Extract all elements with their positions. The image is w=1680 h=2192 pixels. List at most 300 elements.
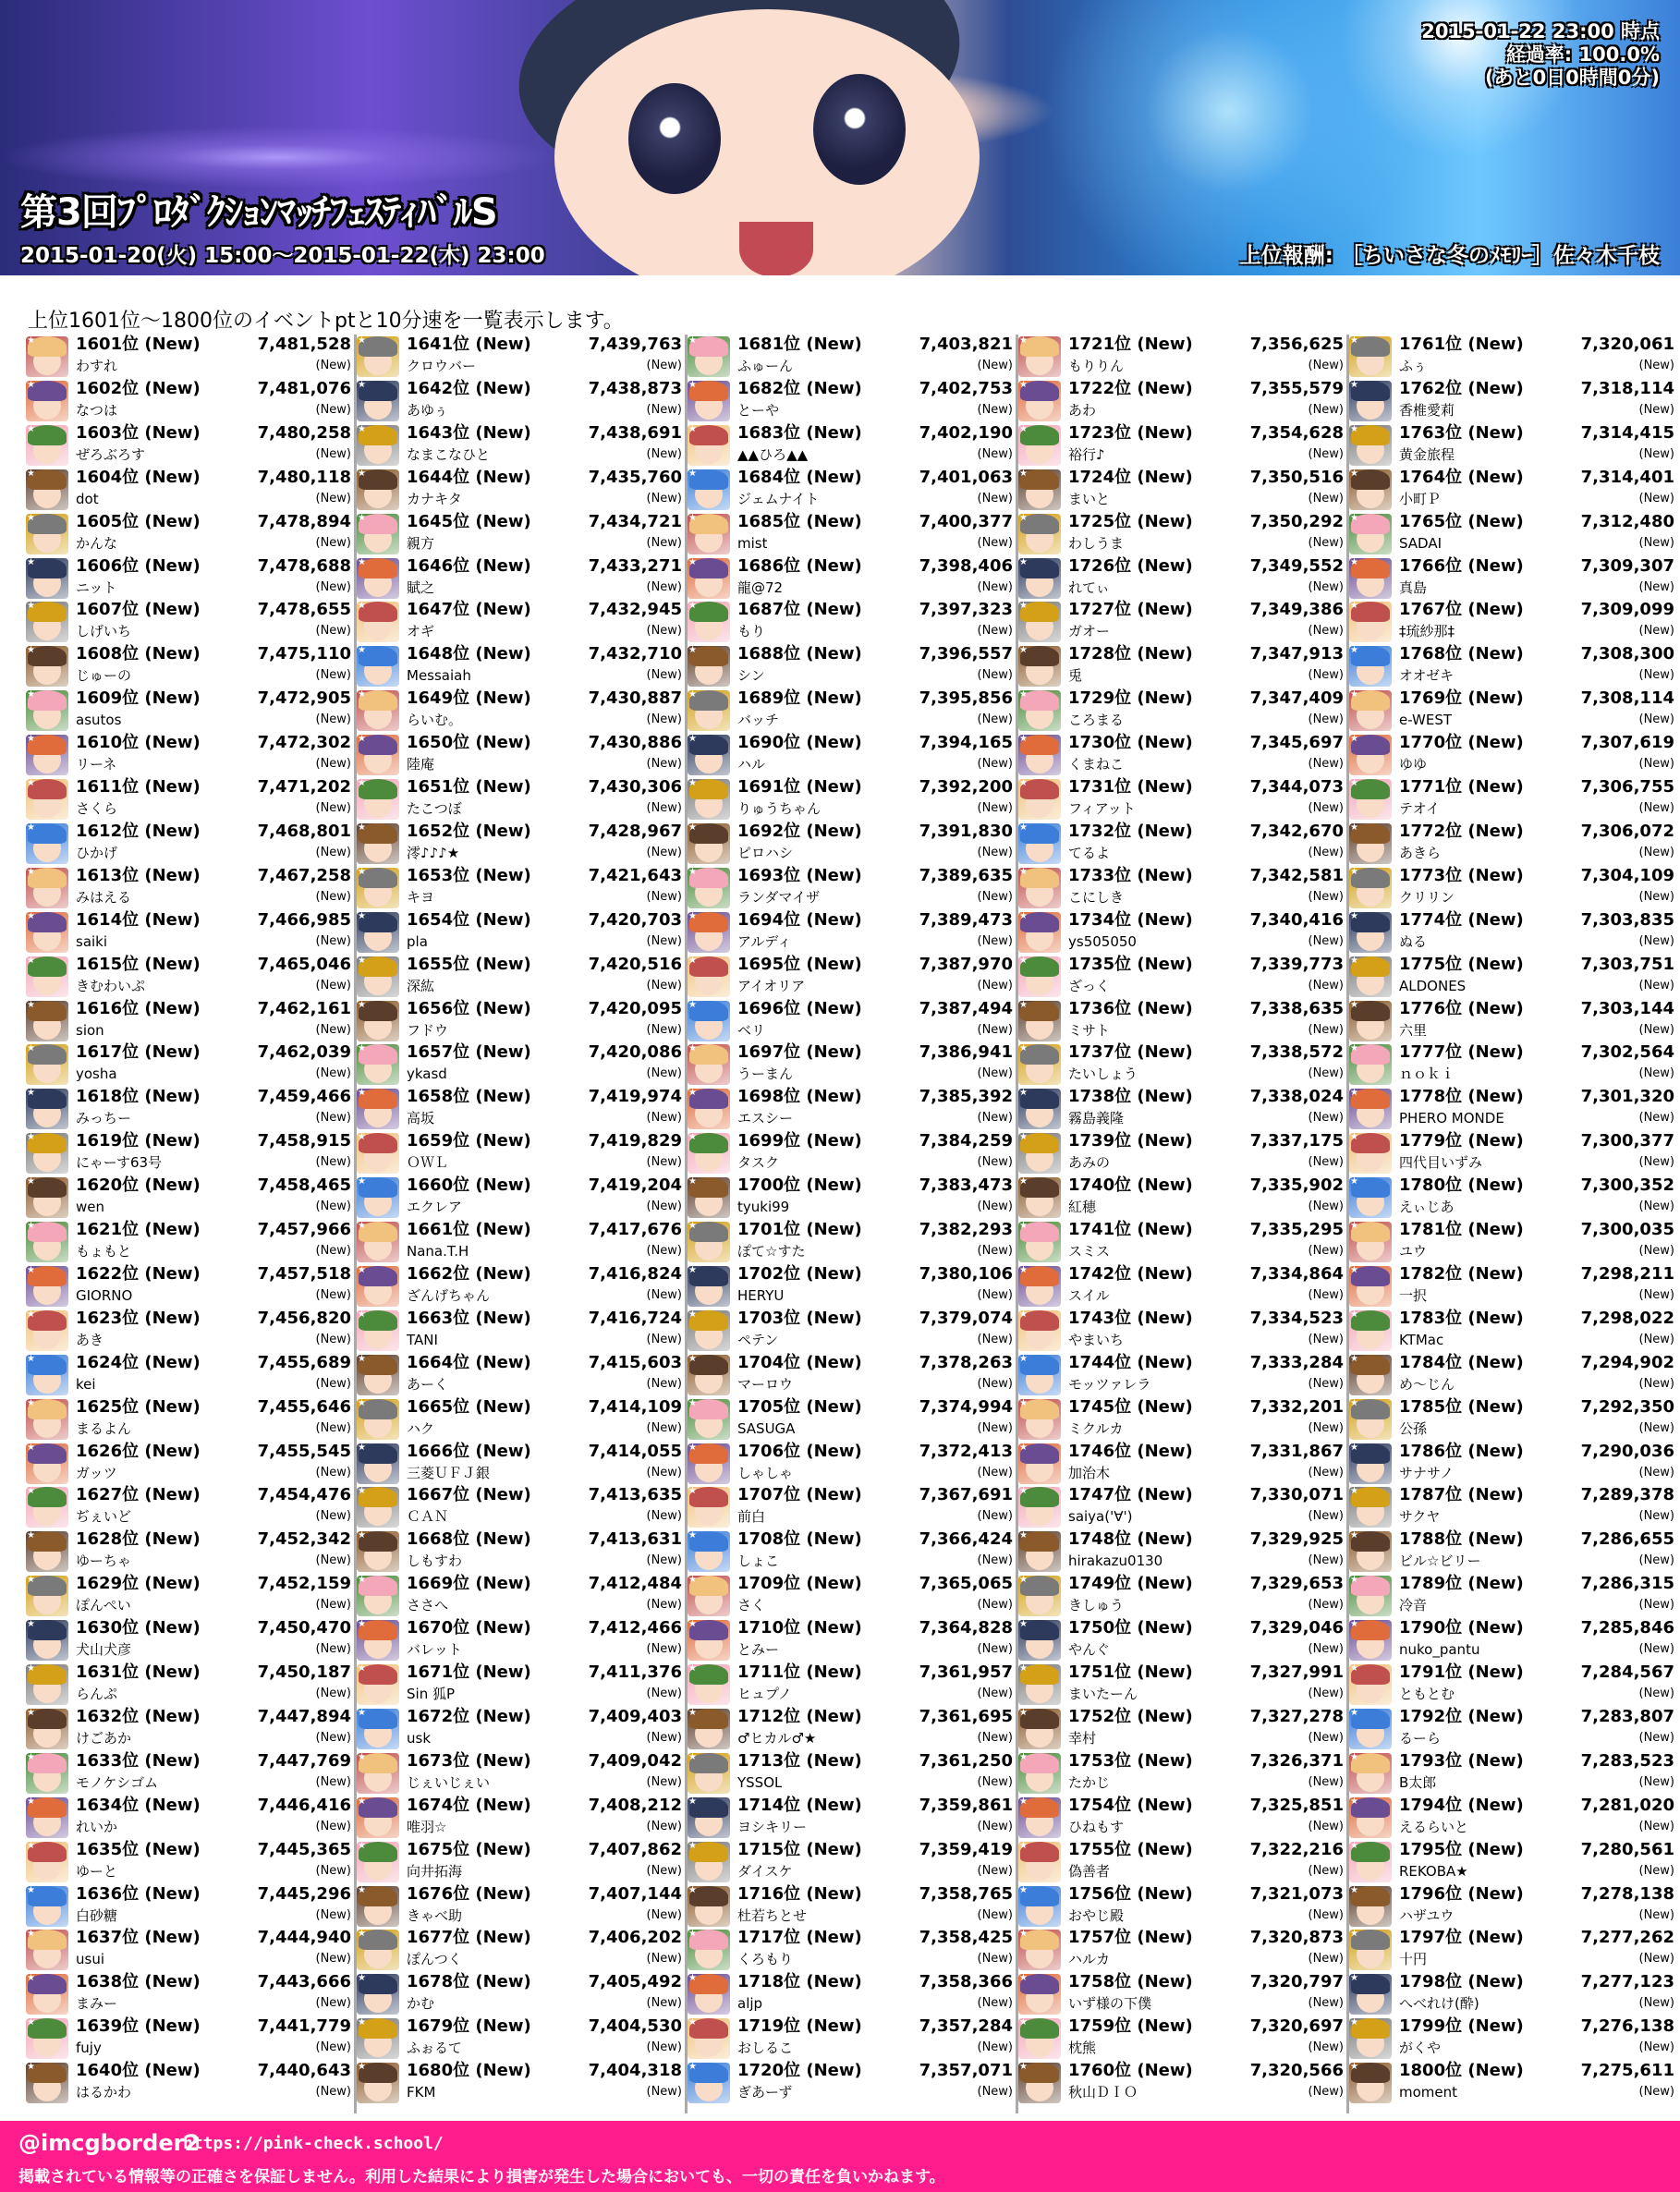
- ranking-entry[interactable]: [1349, 1309, 1674, 1353]
- rank-label: 1657位 (New): [407, 1042, 531, 1063]
- player-name: ▲▲ひろ▲▲: [737, 445, 809, 463]
- ranking-entry[interactable]: [26, 2061, 351, 2105]
- ranking-entry[interactable]: [357, 1485, 682, 1529]
- ranking-entry[interactable]: [1349, 999, 1674, 1043]
- event-points: 7,456,820: [257, 1308, 351, 1328]
- ranking-entry[interactable]: [1349, 512, 1674, 556]
- ranking-entry[interactable]: [357, 1353, 682, 1397]
- idol-card-thumbnail: [1018, 558, 1061, 599]
- ranking-entry[interactable]: [26, 2016, 351, 2061]
- ranking-entry[interactable]: [1018, 1840, 1344, 1884]
- rank-label: 1747位 (New): [1068, 1485, 1193, 1505]
- ranking-entry[interactable]: [26, 688, 351, 733]
- ranking-entry[interactable]: [1349, 423, 1674, 468]
- ranking-entry[interactable]: [688, 1529, 1013, 1574]
- ranking-entry[interactable]: [26, 1485, 351, 1529]
- rank-label: 1688位 (New): [737, 644, 862, 664]
- ranking-entry[interactable]: [688, 1662, 1013, 1707]
- event-points: 7,398,406: [919, 555, 1013, 576]
- ranking-entry[interactable]: [1018, 1442, 1344, 1486]
- ranking-entry[interactable]: [1018, 1574, 1344, 1618]
- rank-label: 1756位 (New): [1068, 1883, 1193, 1904]
- ranking-entry[interactable]: [1349, 556, 1674, 601]
- rank-label: 1677位 (New): [407, 1928, 531, 1948]
- ranking-entry[interactable]: [1018, 1662, 1344, 1707]
- idol-card-thumbnail: [26, 868, 68, 908]
- idol-card-thumbnail: [688, 2063, 730, 2103]
- ten-minute-speed: (New): [646, 1819, 682, 1833]
- ranking-entry[interactable]: [26, 1574, 351, 1618]
- ranking-entry[interactable]: [357, 955, 682, 999]
- star-icon: ★: [688, 1398, 697, 1408]
- ranking-entry[interactable]: [26, 777, 351, 822]
- star-icon: ★: [27, 557, 35, 567]
- rank-label: 1698位 (New): [737, 1087, 862, 1107]
- ranking-entry[interactable]: [357, 644, 682, 688]
- ranking-entry[interactable]: [1349, 1751, 1674, 1796]
- ranking-entry[interactable]: [1018, 1042, 1344, 1087]
- ranking-entry[interactable]: [26, 644, 351, 688]
- ranking-entry[interactable]: [1018, 822, 1344, 866]
- ranking-entry[interactable]: [357, 1397, 682, 1442]
- ranking-entry[interactable]: [1018, 688, 1344, 733]
- idol-card-thumbnail: [357, 779, 399, 820]
- player-name: 紅穂: [1068, 1199, 1097, 1216]
- rank-label: 1796位 (New): [1399, 1883, 1524, 1904]
- ranking-entry[interactable]: [688, 822, 1013, 866]
- idol-card-thumbnail: [357, 912, 399, 953]
- ten-minute-speed: (New): [646, 668, 682, 683]
- star-icon: ★: [27, 1265, 35, 1275]
- ranking-entry[interactable]: [357, 1884, 682, 1929]
- ranking-entry[interactable]: [26, 1928, 351, 1972]
- ranking-entry[interactable]: [1018, 1087, 1344, 1131]
- player-name: わしうま: [1068, 534, 1125, 552]
- ranking-entry[interactable]: [26, 1618, 351, 1662]
- ranking-entry[interactable]: [26, 1397, 351, 1442]
- ranking-entry[interactable]: [688, 1796, 1013, 1840]
- ranking-entry[interactable]: [1349, 1618, 1674, 1662]
- ranking-entry[interactable]: [1018, 1175, 1344, 1220]
- event-points: 7,314,401: [1580, 467, 1674, 487]
- ranking-entry[interactable]: [1349, 1175, 1674, 1220]
- ranking-entry[interactable]: [688, 1220, 1013, 1264]
- ranking-entry[interactable]: [357, 1529, 682, 1574]
- idol-card-thumbnail: [688, 602, 730, 642]
- star-icon: ★: [1350, 380, 1358, 390]
- ten-minute-speed: (New): [315, 845, 351, 859]
- ranking-entry[interactable]: [688, 1928, 1013, 1972]
- ranking-entry[interactable]: [26, 999, 351, 1043]
- ranking-entry[interactable]: [688, 2061, 1013, 2105]
- ranking-entry[interactable]: [1349, 1662, 1674, 1707]
- ranking-entry[interactable]: [1018, 423, 1344, 468]
- event-points: 7,294,902: [1580, 1352, 1674, 1372]
- ranking-entry[interactable]: [1349, 1972, 1674, 2016]
- event-points: 7,478,655: [257, 600, 351, 620]
- ranking-entry[interactable]: [1349, 1353, 1674, 1397]
- ranking-entry[interactable]: [1018, 1309, 1344, 1353]
- ranking-entry[interactable]: [1018, 556, 1344, 601]
- ranking-entry[interactable]: [688, 999, 1013, 1043]
- ranking-entry[interactable]: [1018, 1529, 1344, 1574]
- ranking-entry[interactable]: [1018, 512, 1344, 556]
- ranking-entry[interactable]: [357, 1175, 682, 1220]
- ranking-entry[interactable]: [26, 1884, 351, 1929]
- ranking-entry[interactable]: [357, 1442, 682, 1486]
- ranking-entry[interactable]: [357, 1618, 682, 1662]
- ranking-entry[interactable]: [688, 600, 1013, 644]
- star-icon: ★: [1019, 1531, 1028, 1541]
- ranking-entry[interactable]: [688, 1574, 1013, 1618]
- ranking-entry[interactable]: [357, 1928, 682, 1972]
- ten-minute-speed: (New): [315, 1687, 351, 1700]
- ranking-entry[interactable]: [1349, 2016, 1674, 2061]
- ranking-entry[interactable]: [1349, 733, 1674, 777]
- ranking-entry[interactable]: [357, 688, 682, 733]
- ranking-entry[interactable]: [688, 1131, 1013, 1175]
- event-points: 7,380,106: [919, 1263, 1013, 1284]
- ranking-entry[interactable]: [688, 423, 1013, 468]
- ranking-entry[interactable]: [1018, 910, 1344, 955]
- ranking-entry[interactable]: [688, 379, 1013, 423]
- ranking-entry[interactable]: [1349, 1264, 1674, 1309]
- ranking-entry[interactable]: [26, 955, 351, 999]
- ranking-entry[interactable]: [1349, 2061, 1674, 2105]
- ranking-entry[interactable]: [357, 1220, 682, 1264]
- ranking-entry[interactable]: [1349, 1042, 1674, 1087]
- ranking-entry[interactable]: [26, 866, 351, 910]
- ranking-entry[interactable]: [688, 1397, 1013, 1442]
- ranking-entry[interactable]: [26, 1972, 351, 2016]
- ranking-entry[interactable]: [357, 1840, 682, 1884]
- ten-minute-speed: (New): [315, 1376, 351, 1391]
- ranking-entry[interactable]: [1349, 1131, 1674, 1175]
- idol-card-thumbnail: [1349, 1133, 1392, 1174]
- ranking-entry[interactable]: [357, 866, 682, 910]
- star-icon: ★: [27, 735, 35, 745]
- ranking-entry[interactable]: [1018, 335, 1344, 379]
- ranking-entry[interactable]: [1018, 999, 1344, 1043]
- ranking-entry[interactable]: [357, 999, 682, 1043]
- ranking-entry[interactable]: [1018, 1796, 1344, 1840]
- event-points: 7,307,619: [1580, 733, 1674, 753]
- ranking-entry[interactable]: [357, 556, 682, 601]
- event-points: 7,344,073: [1249, 777, 1344, 797]
- ranking-entry[interactable]: [26, 468, 351, 512]
- ranking-entry[interactable]: [26, 1042, 351, 1087]
- ranking-entry[interactable]: [1349, 1840, 1674, 1884]
- idol-card-thumbnail: [26, 1222, 68, 1262]
- ten-minute-speed: (New): [315, 1022, 351, 1037]
- player-name: ペテン: [737, 1331, 779, 1348]
- ranking-entry[interactable]: [1349, 1485, 1674, 1529]
- ten-minute-speed: (New): [977, 1200, 1013, 1214]
- ten-minute-speed: (New): [1638, 757, 1674, 772]
- ten-minute-speed: (New): [1638, 1553, 1674, 1568]
- ranking-entry[interactable]: [357, 1972, 682, 2016]
- ranking-entry[interactable]: [26, 1220, 351, 1264]
- ranking-entry[interactable]: [26, 335, 351, 379]
- ranking-entry[interactable]: [688, 2016, 1013, 2061]
- event-points: 7,466,985: [257, 909, 351, 930]
- ranking-entry[interactable]: [26, 1751, 351, 1796]
- ranking-entry[interactable]: [688, 1175, 1013, 1220]
- ranking-entry[interactable]: [688, 910, 1013, 955]
- ranking-entry[interactable]: [688, 1353, 1013, 1397]
- ranking-entry[interactable]: [688, 644, 1013, 688]
- ranking-entry[interactable]: [357, 1131, 682, 1175]
- ranking-entry[interactable]: [1349, 1796, 1674, 1840]
- idol-card-thumbnail: [26, 602, 68, 642]
- ranking-entry[interactable]: [1018, 1751, 1344, 1796]
- ranking-entry[interactable]: [26, 379, 351, 423]
- rank-label: 1670位 (New): [407, 1618, 531, 1638]
- ranking-entry[interactable]: [1349, 866, 1674, 910]
- ranking-entry[interactable]: [688, 955, 1013, 999]
- ranking-entry[interactable]: [688, 1707, 1013, 1751]
- ranking-entry[interactable]: [26, 1309, 351, 1353]
- ranking-entry[interactable]: [688, 1884, 1013, 1929]
- ranking-entry[interactable]: [1018, 955, 1344, 999]
- ranking-entry[interactable]: [357, 777, 682, 822]
- ranking-entry[interactable]: [357, 2016, 682, 2061]
- rank-label: 1679位 (New): [407, 2016, 531, 2037]
- player-name: ビル☆ビリー: [1399, 1553, 1481, 1570]
- ranking-entry[interactable]: [357, 1264, 682, 1309]
- ranking-entry[interactable]: [1018, 1131, 1344, 1175]
- ten-minute-speed: (New): [646, 359, 682, 372]
- ranking-entry[interactable]: [1349, 468, 1674, 512]
- star-icon: ★: [358, 822, 366, 833]
- star-icon: ★: [27, 911, 35, 921]
- ranking-entry[interactable]: [688, 468, 1013, 512]
- event-points: 7,430,306: [588, 777, 682, 797]
- rank-label: 1752位 (New): [1068, 1706, 1193, 1726]
- footer: [0, 2121, 1680, 2192]
- ranking-entry[interactable]: [1018, 1707, 1344, 1751]
- rank-label: 1714位 (New): [737, 1795, 862, 1815]
- rank-label: 1706位 (New): [737, 1441, 862, 1461]
- ranking-entry[interactable]: [1349, 1884, 1674, 1929]
- ranking-entry[interactable]: [1349, 822, 1674, 866]
- ranking-entry[interactable]: [26, 1840, 351, 1884]
- idol-card-thumbnail: [688, 1620, 730, 1661]
- ranking-entry[interactable]: [1018, 866, 1344, 910]
- ranking-entry[interactable]: [1349, 1529, 1674, 1574]
- idol-card-thumbnail: [688, 1709, 730, 1749]
- twitter-handle-link[interactable]: @imcgborder2: [18, 2130, 201, 2156]
- ranking-entry[interactable]: [688, 1442, 1013, 1486]
- ranking-entry[interactable]: [1349, 1574, 1674, 1618]
- ranking-entry[interactable]: [357, 1087, 682, 1131]
- rank-label: 1780位 (New): [1399, 1175, 1524, 1196]
- ranking-entry[interactable]: [1018, 1485, 1344, 1529]
- ranking-entry[interactable]: [688, 1972, 1013, 2016]
- idol-card-thumbnail: [357, 1222, 399, 1262]
- ranking-entry[interactable]: [1018, 1353, 1344, 1397]
- player-name: あゆぅ: [407, 401, 448, 419]
- ranking-entry[interactable]: [688, 512, 1013, 556]
- ranking-entry[interactable]: [357, 1662, 682, 1707]
- ranking-entry[interactable]: [357, 2061, 682, 2105]
- ranking-entry[interactable]: [357, 335, 682, 379]
- ranking-entry[interactable]: [1349, 688, 1674, 733]
- ranking-entry[interactable]: [1018, 1972, 1344, 2016]
- ranking-entry[interactable]: [1349, 644, 1674, 688]
- ranking-entry[interactable]: [26, 600, 351, 644]
- ranking-entry[interactable]: [1018, 2061, 1344, 2105]
- ranking-entry[interactable]: [688, 1840, 1013, 1884]
- ranking-entry[interactable]: [26, 423, 351, 468]
- ranking-entry[interactable]: [1349, 777, 1674, 822]
- event-points: 7,409,042: [588, 1750, 682, 1771]
- ranking-entry[interactable]: [357, 423, 682, 468]
- ranking-entry[interactable]: [1349, 1442, 1674, 1486]
- ten-minute-speed: (New): [315, 1730, 351, 1745]
- ranking-entry[interactable]: [357, 1707, 682, 1751]
- ranking-entry[interactable]: [688, 1618, 1013, 1662]
- ranking-entry[interactable]: [26, 1707, 351, 1751]
- ranking-entry[interactable]: [357, 910, 682, 955]
- player-name: たかじ: [1068, 1773, 1111, 1791]
- ten-minute-speed: (New): [646, 1553, 682, 1568]
- ranking-entry[interactable]: [26, 556, 351, 601]
- ranking-entry[interactable]: [1018, 644, 1344, 688]
- ranking-entry[interactable]: [1018, 468, 1344, 512]
- ranking-entry[interactable]: [357, 822, 682, 866]
- rank-label: 1607位 (New): [76, 600, 201, 620]
- ranking-entry[interactable]: [357, 1309, 682, 1353]
- ranking-entry[interactable]: [357, 1751, 682, 1796]
- ranking-entry[interactable]: [1349, 600, 1674, 644]
- ranking-entry[interactable]: [688, 733, 1013, 777]
- ranking-entry[interactable]: [1018, 1220, 1344, 1264]
- player-name: ぎあーず: [737, 2084, 793, 2101]
- site-url-link[interactable]: https://pink-check.school/: [183, 2134, 444, 2153]
- ranking-entry[interactable]: [688, 1087, 1013, 1131]
- ranking-entry[interactable]: [26, 1087, 351, 1131]
- ranking-entry[interactable]: [26, 1442, 351, 1486]
- ranking-entry[interactable]: [1018, 777, 1344, 822]
- ranking-entry[interactable]: [688, 1264, 1013, 1309]
- ranking-entry[interactable]: [357, 1796, 682, 1840]
- ranking-entry[interactable]: [1349, 379, 1674, 423]
- idol-card-thumbnail: [357, 1487, 399, 1528]
- event-points: 7,441,779: [257, 2016, 351, 2037]
- event-points: 7,318,114: [1580, 378, 1674, 398]
- ten-minute-speed: (New): [1308, 359, 1344, 372]
- ranking-entry[interactable]: [1018, 1264, 1344, 1309]
- idol-card-thumbnail: [26, 1664, 68, 1705]
- ranking-entry[interactable]: [688, 1485, 1013, 1529]
- ranking-entry[interactable]: [357, 1042, 682, 1087]
- ranking-entry[interactable]: [26, 1796, 351, 1840]
- star-icon: ★: [1350, 424, 1358, 434]
- ranking-entry[interactable]: [26, 1662, 351, 1707]
- ranking-entry[interactable]: [1349, 1397, 1674, 1442]
- ranking-entry[interactable]: [26, 512, 351, 556]
- ten-minute-speed: (New): [315, 359, 351, 372]
- player-name: リーネ: [76, 756, 117, 773]
- ranking-entry[interactable]: [26, 733, 351, 777]
- ranking-entry[interactable]: [1349, 1220, 1674, 1264]
- ranking-entry[interactable]: [1018, 1397, 1344, 1442]
- ranking-entry[interactable]: [357, 379, 682, 423]
- event-points: 7,471,202: [257, 777, 351, 797]
- ranking-entry[interactable]: [26, 1131, 351, 1175]
- player-name: ぽんつく: [407, 1951, 462, 1968]
- rank-label: 1727位 (New): [1068, 600, 1193, 620]
- ranking-entry[interactable]: [26, 1353, 351, 1397]
- ranking-entry[interactable]: [26, 822, 351, 866]
- ranking-entry[interactable]: [1018, 379, 1344, 423]
- ranking-entry[interactable]: [688, 1309, 1013, 1353]
- ranking-entry[interactable]: [1018, 1618, 1344, 1662]
- event-points: 7,404,530: [588, 2016, 682, 2037]
- star-icon: ★: [688, 956, 697, 966]
- star-icon: ★: [358, 557, 366, 567]
- ten-minute-speed: (New): [1308, 446, 1344, 461]
- ranking-entry[interactable]: [1018, 600, 1344, 644]
- ranking-entry[interactable]: [357, 468, 682, 512]
- ranking-entry[interactable]: [1018, 2016, 1344, 2061]
- ranking-entry[interactable]: [688, 335, 1013, 379]
- ranking-entry[interactable]: [1349, 1707, 1674, 1751]
- ranking-entry[interactable]: [1349, 1087, 1674, 1131]
- ranking-entry[interactable]: [688, 688, 1013, 733]
- ranking-entry[interactable]: [1018, 733, 1344, 777]
- ranking-entry[interactable]: [26, 1175, 351, 1220]
- ranking-entry[interactable]: [357, 1574, 682, 1618]
- event-points: 7,446,416: [257, 1795, 351, 1815]
- event-points: 7,452,342: [257, 1529, 351, 1550]
- ranking-entry[interactable]: [688, 556, 1013, 601]
- ranking-entry[interactable]: [357, 733, 682, 777]
- star-icon: ★: [1019, 822, 1028, 833]
- player-name: おやじ殿: [1068, 1906, 1125, 1924]
- ranking-entry[interactable]: [688, 777, 1013, 822]
- player-name: saiya('∀'): [1068, 1508, 1133, 1526]
- ranking-entry[interactable]: [1349, 335, 1674, 379]
- ten-minute-speed: (New): [1638, 1420, 1674, 1435]
- player-name: タスク: [737, 1154, 780, 1172]
- event-points: 7,374,994: [919, 1396, 1013, 1417]
- player-name: ＯＷＬ: [407, 1154, 449, 1172]
- rank-label: 1789位 (New): [1399, 1574, 1524, 1594]
- ranking-entry[interactable]: [1349, 910, 1674, 955]
- ranking-entry[interactable]: [26, 1529, 351, 1574]
- ranking-entry[interactable]: [1018, 1928, 1344, 1972]
- ranking-entry[interactable]: [1349, 1928, 1674, 1972]
- ranking-entry[interactable]: [688, 1751, 1013, 1796]
- rank-label: 1754位 (New): [1068, 1795, 1193, 1815]
- ranking-entry[interactable]: [688, 1042, 1013, 1087]
- star-icon: ★: [1350, 911, 1358, 921]
- ranking-entry[interactable]: [26, 1264, 351, 1309]
- event-title: 第3回ﾌﾟﾛﾀﾞｸｼｮﾝﾏｯﾁﾌｪｽﾃｨﾊﾞﾙS: [20, 191, 497, 234]
- ranking-entry[interactable]: [688, 866, 1013, 910]
- ten-minute-speed: (New): [646, 1155, 682, 1170]
- event-points: 7,286,315: [1580, 1574, 1674, 1594]
- player-name: usui: [76, 1951, 104, 1968]
- ranking-entry[interactable]: [1018, 1884, 1344, 1929]
- star-icon: ★: [688, 1620, 697, 1630]
- ranking-entry[interactable]: [26, 910, 351, 955]
- ranking-entry[interactable]: [1349, 955, 1674, 999]
- ranking-entry[interactable]: [357, 512, 682, 556]
- ranking-entry[interactable]: [357, 600, 682, 644]
